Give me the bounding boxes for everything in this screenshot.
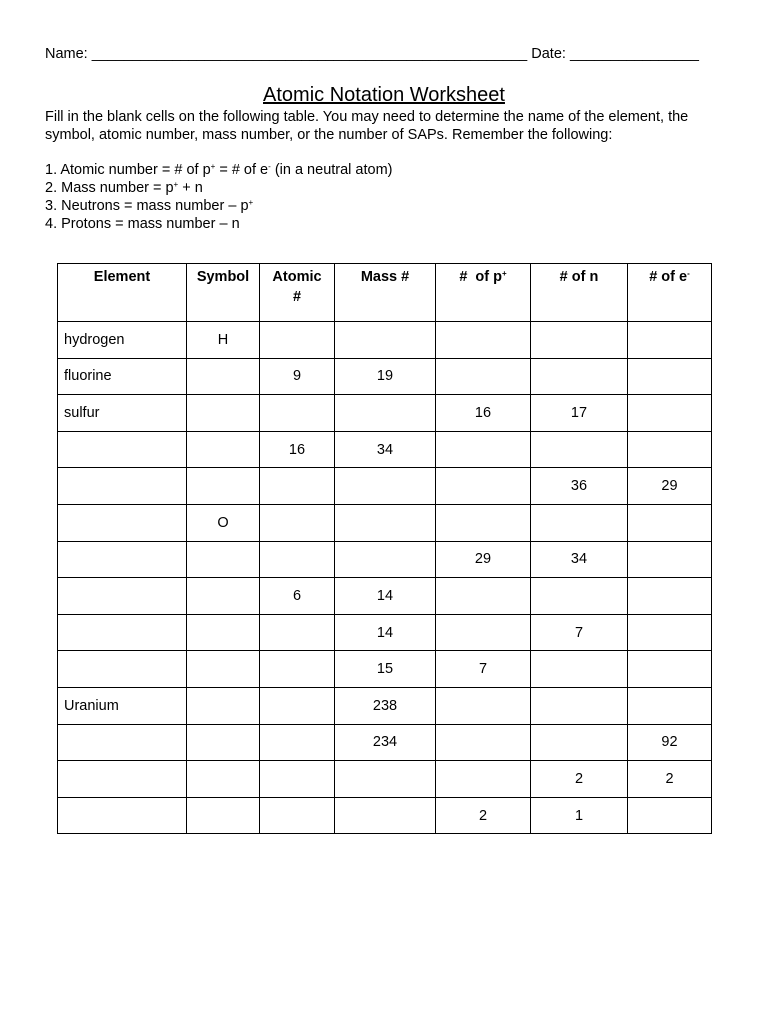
cell-mass-number[interactable]: 14 (335, 578, 436, 615)
cell-symbol[interactable] (187, 468, 260, 505)
header-element: Element (58, 264, 187, 322)
cell-element[interactable] (58, 468, 187, 505)
table-row (58, 358, 712, 395)
cell-protons[interactable]: 7 (436, 651, 531, 688)
cell-element[interactable]: fluorine (58, 358, 187, 395)
cell-neutrons[interactable] (531, 431, 628, 468)
cell-mass-number[interactable]: 34 (335, 431, 436, 468)
cell-mass-number[interactable] (335, 761, 436, 798)
cell-mass-number[interactable]: 19 (335, 358, 436, 395)
cell-atomic-number[interactable] (260, 687, 335, 724)
cell-neutrons[interactable]: 34 (531, 541, 628, 578)
header-mass-number: Mass # (335, 264, 436, 322)
rule-item: 4. Protons = mass number – n (45, 216, 240, 232)
cell-electrons[interactable] (628, 578, 712, 615)
cell-electrons[interactable] (628, 651, 712, 688)
table-row (58, 322, 712, 359)
cell-element[interactable] (58, 614, 187, 651)
cell-mass-number[interactable] (335, 541, 436, 578)
table-row (58, 651, 712, 688)
table-row (58, 797, 712, 834)
cell-electrons[interactable] (628, 797, 712, 834)
cell-neutrons[interactable]: 1 (531, 797, 628, 834)
cell-mass-number[interactable]: 15 (335, 651, 436, 688)
cell-protons[interactable]: 16 (436, 395, 531, 432)
cell-symbol[interactable] (187, 358, 260, 395)
rule-item: 1. Atomic number = # of p+ = # of e- (in a neutral atom) (45, 162, 393, 178)
table-body (58, 322, 712, 834)
cell-protons[interactable] (436, 431, 531, 468)
cell-element[interactable] (58, 431, 187, 468)
cell-element[interactable]: sulfur (58, 395, 187, 432)
cell-neutrons[interactable] (531, 724, 628, 761)
table-row (58, 395, 712, 432)
cell-symbol[interactable] (187, 614, 260, 651)
cell-electrons[interactable]: 2 (628, 761, 712, 798)
cell-atomic-number[interactable] (260, 322, 335, 359)
cell-neutrons[interactable] (531, 578, 628, 615)
cell-atomic-number[interactable] (260, 468, 335, 505)
cell-protons[interactable] (436, 687, 531, 724)
cell-atomic-number[interactable] (260, 797, 335, 834)
cell-electrons[interactable] (628, 541, 712, 578)
cell-element[interactable] (58, 761, 187, 798)
header-electrons: # of e- (628, 264, 712, 322)
cell-neutrons[interactable] (531, 504, 628, 541)
cell-protons[interactable] (436, 578, 531, 615)
cell-protons[interactable] (436, 504, 531, 541)
cell-symbol[interactable] (187, 651, 260, 688)
cell-protons[interactable] (436, 468, 531, 505)
cell-atomic-number[interactable] (260, 541, 335, 578)
cell-element[interactable]: hydrogen (58, 322, 187, 359)
cell-neutrons[interactable] (531, 358, 628, 395)
table-row (58, 504, 712, 541)
header-atomic-number: Atomic # (260, 264, 335, 322)
cell-mass-number[interactable]: 238 (335, 687, 436, 724)
table-header-row (58, 264, 712, 322)
table-row (58, 541, 712, 578)
cell-symbol[interactable] (187, 687, 260, 724)
cell-mass-number[interactable] (335, 797, 436, 834)
cell-atomic-number[interactable] (260, 724, 335, 761)
cell-neutrons[interactable]: 17 (531, 395, 628, 432)
atomic-notation-table (57, 263, 712, 834)
cell-mass-number[interactable]: 14 (335, 614, 436, 651)
cell-electrons[interactable] (628, 431, 712, 468)
cell-electrons[interactable] (628, 358, 712, 395)
cell-neutrons[interactable] (531, 322, 628, 359)
cell-element[interactable] (58, 578, 187, 615)
rules-list (45, 161, 725, 233)
name-blank[interactable]: ______________________________________________________ (91, 46, 528, 62)
cell-protons[interactable] (436, 358, 531, 395)
table-row (58, 687, 712, 724)
cell-protons[interactable] (436, 761, 531, 798)
cell-electrons[interactable] (628, 687, 712, 724)
instructions: Fill in the blank cells on the following table. You may need to determine the name of the element, the symbol, atomic number, mass number, or the number of SAPs. Remember the following: (45, 109, 689, 143)
cell-symbol[interactable] (187, 724, 260, 761)
cell-element[interactable] (58, 504, 187, 541)
cell-neutrons[interactable]: 2 (531, 761, 628, 798)
cell-atomic-number[interactable] (260, 504, 335, 541)
cell-element[interactable] (58, 541, 187, 578)
cell-symbol[interactable] (187, 797, 260, 834)
cell-element[interactable] (58, 651, 187, 688)
cell-neutrons[interactable] (531, 651, 628, 688)
cell-symbol[interactable] (187, 541, 260, 578)
header-neutrons: # of n (531, 264, 628, 322)
cell-electrons[interactable] (628, 614, 712, 651)
cell-element[interactable] (58, 724, 187, 761)
cell-mass-number[interactable] (335, 322, 436, 359)
cell-atomic-number[interactable]: 16 (260, 431, 335, 468)
rule-item: 2. Mass number = p+ + n (45, 180, 203, 196)
name-label: Name: (45, 46, 88, 62)
cell-symbol[interactable] (187, 761, 260, 798)
table-row (58, 468, 712, 505)
cell-atomic-number[interactable] (260, 395, 335, 432)
worksheet-title: Atomic Notation Worksheet (263, 84, 505, 106)
header-symbol: Symbol (187, 264, 260, 322)
cell-mass-number[interactable] (335, 468, 436, 505)
date-label: Date: (531, 46, 566, 62)
header-protons: # of p+ (436, 264, 531, 322)
table-row (58, 761, 712, 798)
table-row (58, 578, 712, 615)
cell-electrons[interactable] (628, 322, 712, 359)
table-row (58, 431, 712, 468)
cell-mass-number[interactable] (335, 504, 436, 541)
cell-symbol[interactable]: H (187, 322, 260, 359)
table-row (58, 724, 712, 761)
cell-atomic-number[interactable]: 6 (260, 578, 335, 615)
cell-mass-number[interactable]: 234 (335, 724, 436, 761)
cell-protons[interactable]: 29 (436, 541, 531, 578)
table-row (58, 614, 712, 651)
cell-symbol[interactable] (187, 431, 260, 468)
cell-neutrons[interactable]: 36 (531, 468, 628, 505)
cell-symbol[interactable]: O (187, 504, 260, 541)
cell-protons[interactable]: 2 (436, 797, 531, 834)
cell-electrons[interactable]: 92 (628, 724, 712, 761)
cell-neutrons[interactable]: 7 (531, 614, 628, 651)
cell-atomic-number[interactable] (260, 614, 335, 651)
cell-atomic-number[interactable] (260, 651, 335, 688)
cell-mass-number[interactable] (335, 395, 436, 432)
cell-neutrons[interactable] (531, 687, 628, 724)
name-date-line (45, 46, 717, 62)
cell-element[interactable] (58, 797, 187, 834)
cell-atomic-number[interactable]: 9 (260, 358, 335, 395)
cell-element[interactable]: Uranium (58, 687, 187, 724)
cell-electrons[interactable] (628, 395, 712, 432)
cell-protons[interactable] (436, 614, 531, 651)
cell-protons[interactable] (436, 724, 531, 761)
cell-symbol[interactable] (187, 578, 260, 615)
date-blank[interactable]: ________________ (569, 46, 699, 62)
cell-symbol[interactable] (187, 395, 260, 432)
rule-item: 3. Neutrons = mass number – p+ (45, 198, 254, 214)
cell-electrons[interactable] (628, 504, 712, 541)
cell-electrons[interactable]: 29 (628, 468, 712, 505)
cell-atomic-number[interactable] (260, 761, 335, 798)
cell-protons[interactable] (436, 322, 531, 359)
